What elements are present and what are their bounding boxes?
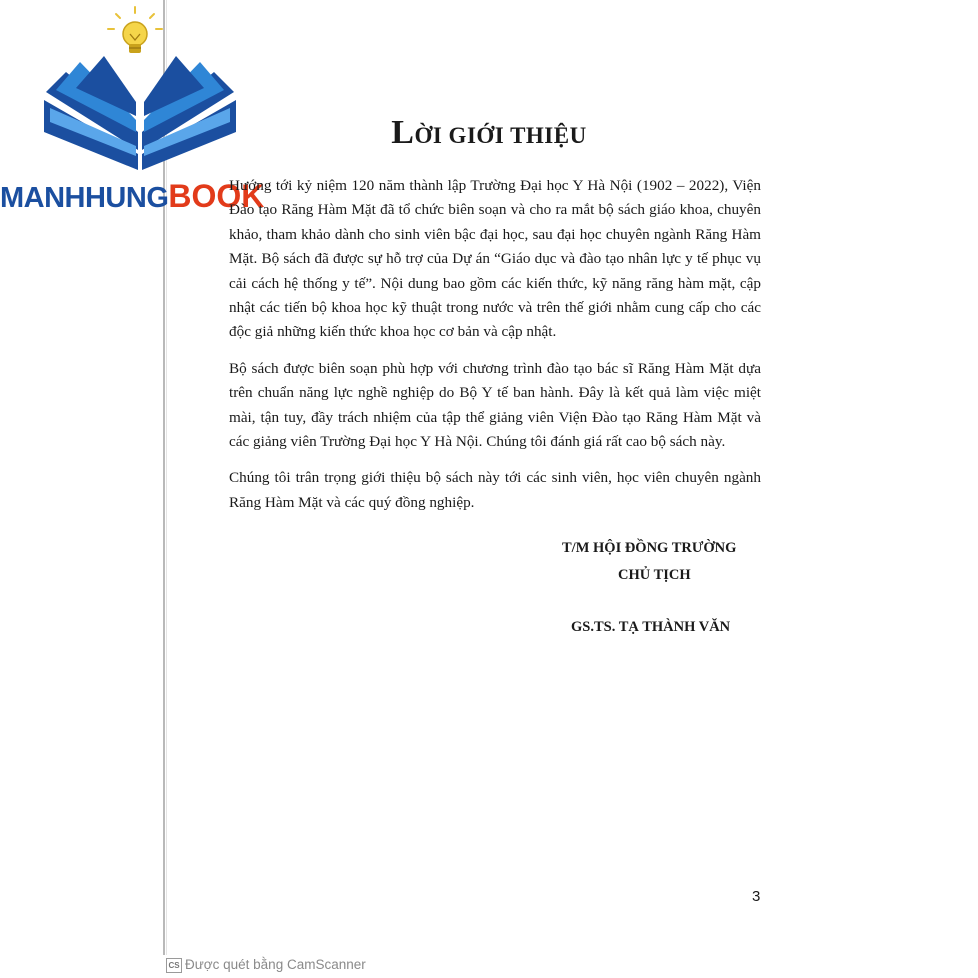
watermark-brand <box>0 178 264 214</box>
title-rest: ỜI GIỚI THIỆU <box>414 123 587 148</box>
signature-role: CHỦ TỊCH <box>618 567 691 583</box>
brand-name-part1: MANHHUNG <box>0 182 169 214</box>
lightbulb-icon <box>123 22 147 53</box>
camscanner-icon: CS <box>166 958 182 973</box>
document-body <box>229 174 761 527</box>
open-book-icon <box>44 56 236 170</box>
page-number: 3 <box>752 888 761 905</box>
page-title <box>0 114 978 152</box>
paragraph-3: Chúng tôi trân trọng giới thiệu bộ sách này tới các sinh viên, học viên chuyên ngành Răng Hàm Mặt và các quý đồng nghiệp. <box>229 469 761 511</box>
scanner-text: Được quét bằng CamScanner <box>185 957 366 972</box>
paragraph-2: Bộ sách được biên soạn phù hợp với chương trình đào tạo bác sĩ Răng Hàm Mặt dựa trên chuẩn năng lực nghề nghiệp do Bộ Y tế ban hành. Đây là kết quả làm việc miệt mài, tận tuy, đầy trách nhiệm của tập thể giảng viên Viện Đào tạo Răng Hàm Mặt và các giảng viên Trường Đại học Y Hà Nội. Chúng tôi đánh giá rất cao bộ sách này. <box>229 359 761 451</box>
paragraph-1: Hướng tới kỷ niệm 120 năm thành lập Trường Đại học Y Hà Nội (1902 – 2022), Viện Đào tạo Răng Hàm Mặt đã tổ chức biên soạn và cho ra mắt bộ sách giáo khoa, chuyên khảo, tham khảo dành cho sinh viên bậc đại học, sau đại học chuyên ngành Răng Hàm Mặt. Bộ sách đã được sự hỗ trợ của Dự án “Giáo dục và đào tạo nhân lực y tế phục vụ cải cách hệ thống y tế”. Nội dung bao gồm các kiến thức, kỹ năng răng hàm mặt, cập nhật các tiến bộ khoa học kỹ thuật trong nước và trên thế giới nhằm cung cấp cho các độc giả những kiến thức khoa học cơ bản và cập nhật. <box>229 177 761 341</box>
scanner-footer <box>166 955 366 975</box>
signature-org: T/M HỘI ĐỒNG TRƯỜNG <box>562 540 737 556</box>
title-first-letter: L <box>391 114 415 151</box>
signature-name: GS.TS. TẠ THÀNH VĂN <box>571 619 731 635</box>
book-lightbulb-logo-icon <box>40 4 240 179</box>
brand-name-part2: BOOK <box>168 178 265 214</box>
